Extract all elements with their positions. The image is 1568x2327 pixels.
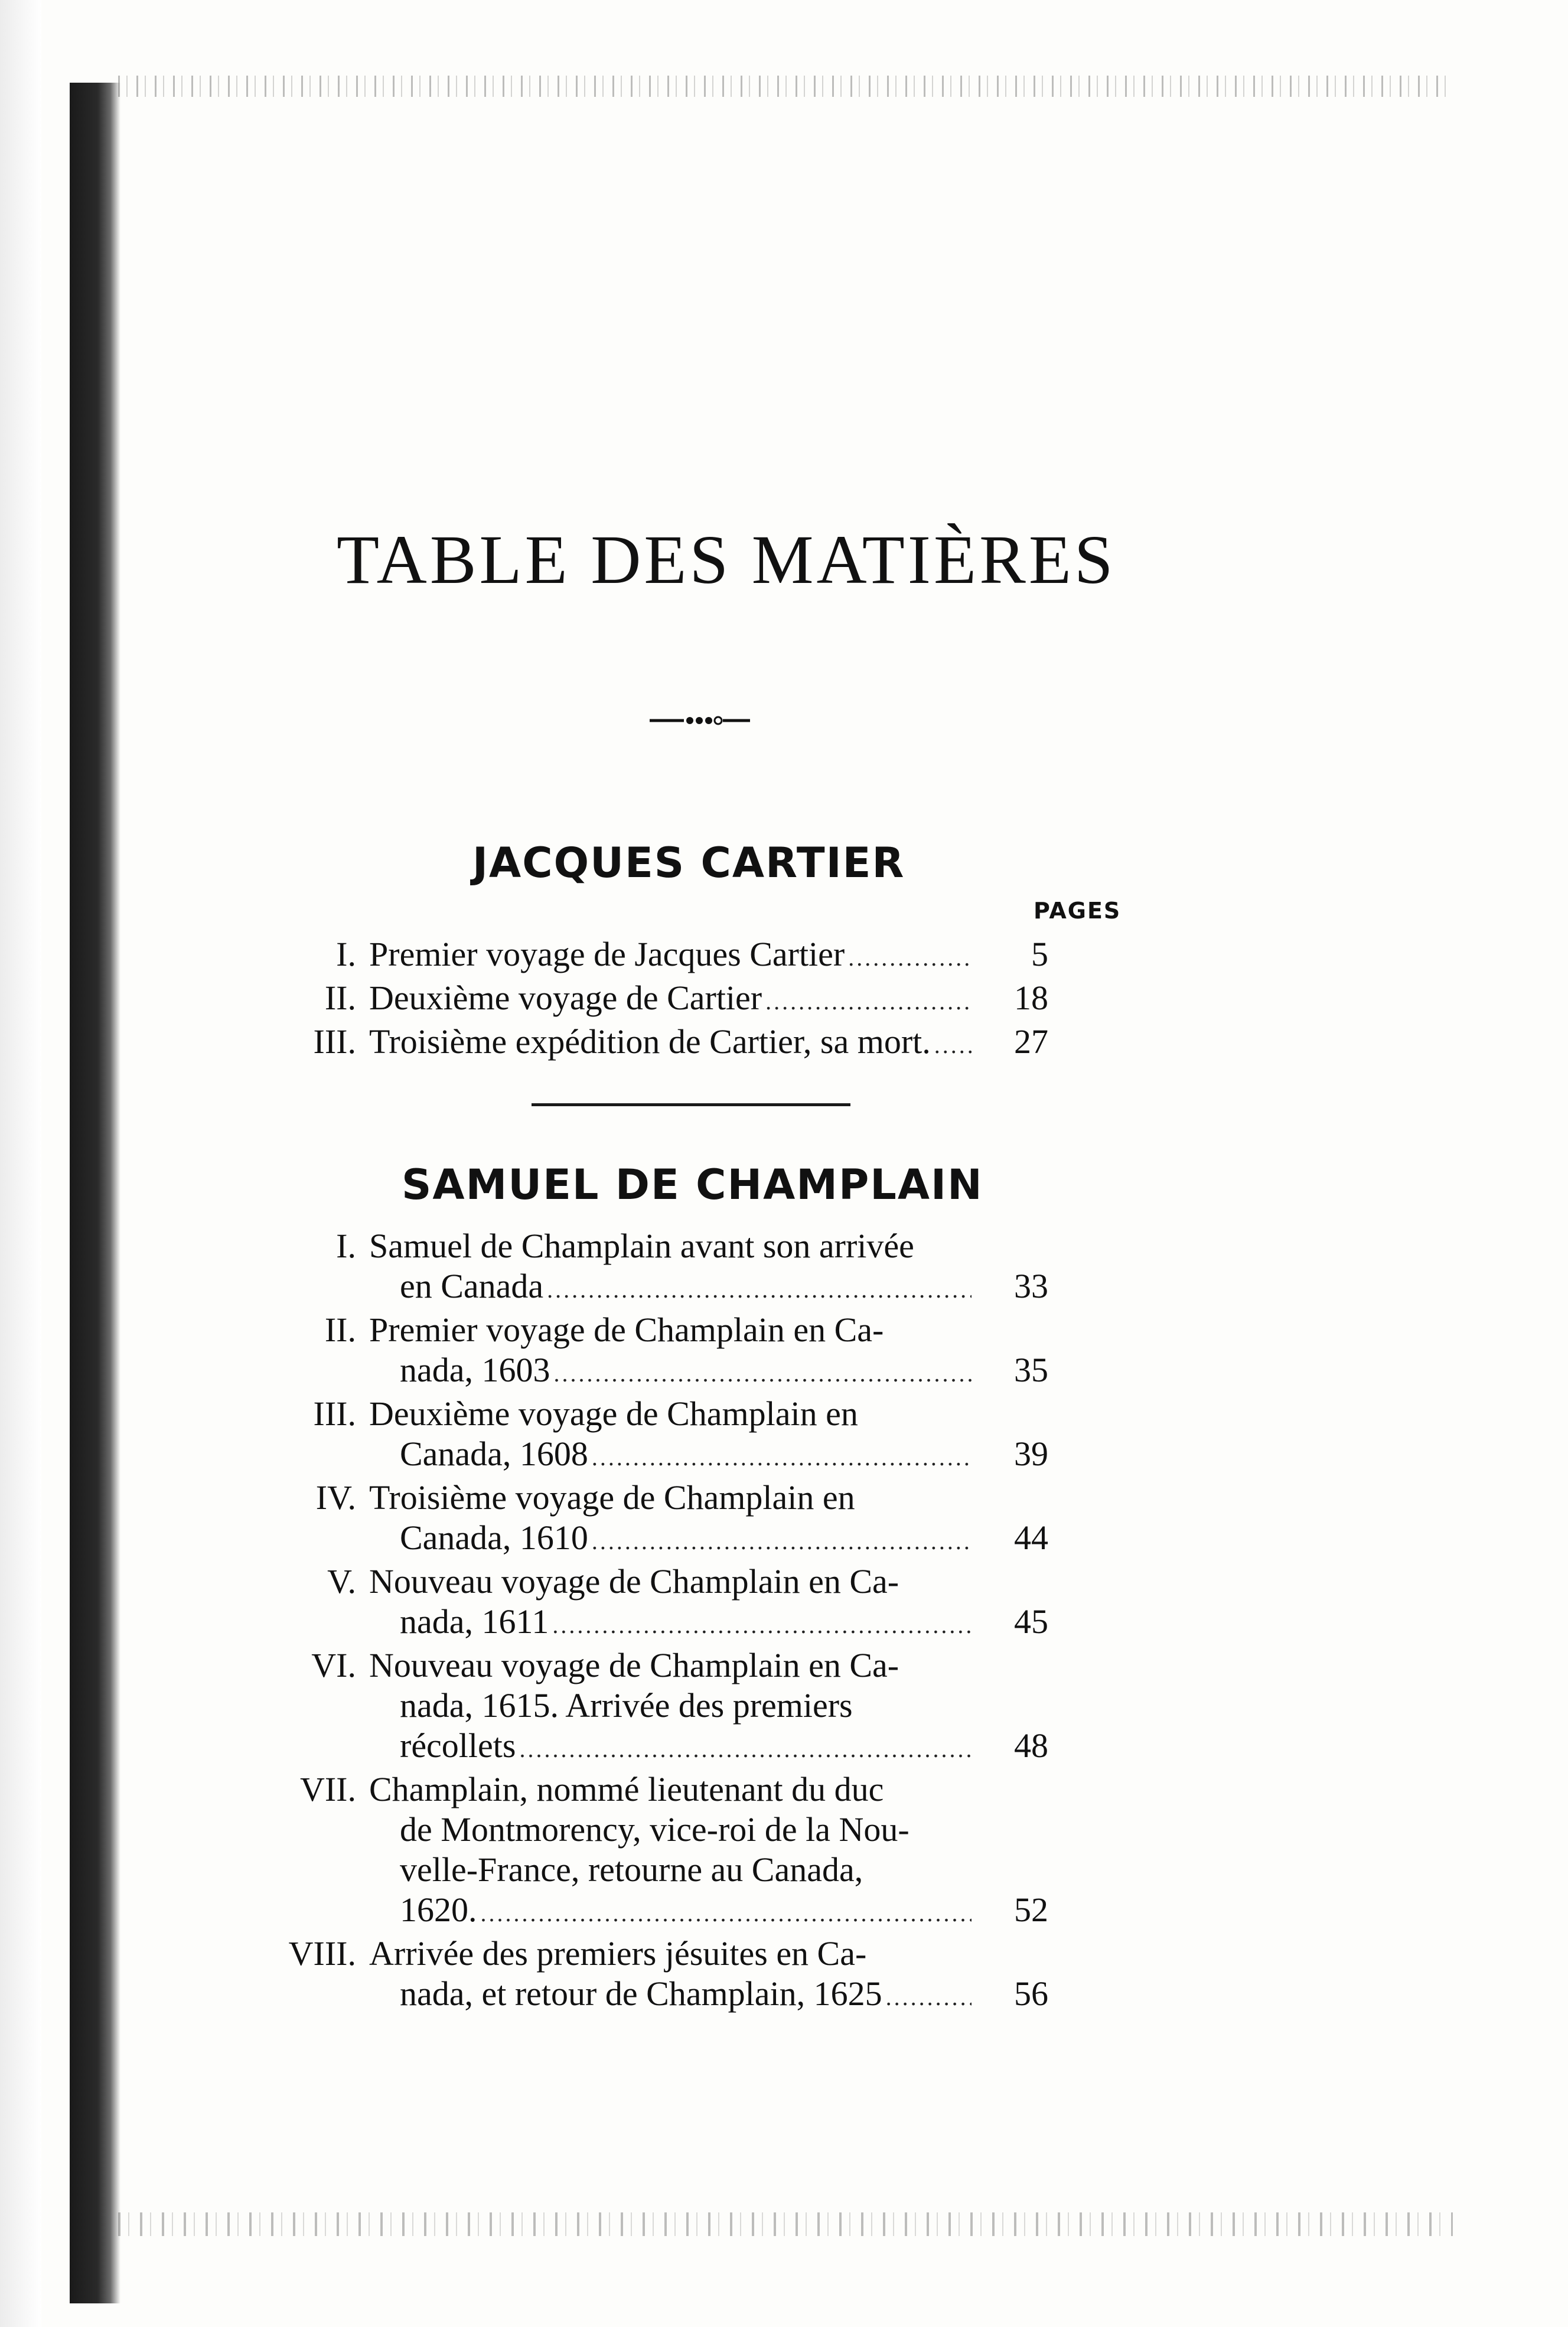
dot-leader — [519, 1729, 972, 1769]
page-title: TABLE DES MATIÈRES — [337, 521, 1116, 598]
toc-entry-title: Canada, 1610 — [400, 1518, 588, 1557]
toc-entry-number: VIII. — [288, 1934, 356, 1973]
toc-entry-line — [369, 1518, 1048, 1562]
ornament-bead — [686, 717, 693, 724]
toc-entry-page-number: 33 — [1014, 1267, 1048, 1305]
toc-entry-line — [369, 1934, 1048, 1974]
toc-entry-line — [369, 1602, 1048, 1645]
toc-entry — [260, 1562, 1134, 1645]
toc-entry-page-number: 18 — [1014, 979, 1048, 1017]
toc-entry-number: I. — [336, 1227, 356, 1265]
toc-entry-body — [369, 1022, 1048, 1065]
toc-entry-body — [369, 934, 1048, 978]
toc-entry-title: Deuxième voyage de Champlain en — [369, 1394, 858, 1433]
toc-entry-line — [369, 934, 1048, 978]
toc-entry-page-number: 39 — [1014, 1435, 1048, 1473]
toc-entry-number: VII. — [299, 1770, 356, 1808]
toc-entry — [260, 1645, 1134, 1769]
toc-entry-line — [369, 1686, 1048, 1726]
toc-entry-title: Troisième expédition de Cartier, sa mort. — [369, 1022, 931, 1061]
toc-entry-number: II. — [324, 1311, 356, 1349]
dot-leader — [554, 1354, 972, 1394]
dot-leader — [547, 1270, 972, 1310]
dot-leader — [765, 982, 972, 1022]
toc-entry-title: Samuel de Champlain avant son arrivée — [369, 1227, 914, 1265]
toc-entry-line — [369, 978, 1048, 1022]
toc-entry-line — [369, 1726, 1048, 1769]
toc-entry — [260, 1769, 1134, 1934]
toc-entry-title: nada, et retour de Champlain, 1625 — [400, 1974, 882, 2013]
toc-entry-title: en Canada — [400, 1267, 544, 1305]
toc-entry-number: VI. — [311, 1646, 356, 1684]
toc-entry-page-number: 27 — [1014, 1022, 1048, 1061]
ornament-bead — [696, 717, 703, 724]
toc-entry-title: nada, 1611 — [400, 1602, 549, 1641]
toc-entry-line — [369, 1769, 1048, 1810]
scan-margin — [0, 0, 41, 2327]
toc-entry-title: Canada, 1608 — [400, 1435, 588, 1473]
toc-entry-number: I. — [336, 935, 356, 973]
toc-entry-title: Premier voyage de Jacques Cartier — [369, 935, 845, 973]
toc-entry-body — [369, 1394, 1048, 1478]
toc-entry-body — [369, 1934, 1048, 2018]
toc-entry — [260, 934, 1134, 978]
toc-entry-page-number: 44 — [1014, 1518, 1048, 1557]
toc-entry-line — [369, 1850, 1048, 1890]
toc-entry-title: Deuxième voyage de Cartier — [369, 979, 762, 1017]
toc-entry-title: Premier voyage de Champlain en Ca- — [369, 1311, 884, 1349]
ornament-ring — [715, 717, 722, 724]
toc-entry-title: 1620. — [400, 1891, 477, 1929]
toc-entry-line — [369, 1350, 1048, 1394]
toc-entry-title: nada, 1615. Arrivée des premiers — [400, 1686, 853, 1725]
toc-entry-title: Champlain, nommé lieutenant du duc — [369, 1770, 884, 1808]
toc-entry-number: III. — [313, 1394, 356, 1433]
toc-entry-number: IV. — [315, 1478, 356, 1517]
top-page-edge — [118, 76, 1453, 97]
toc-entry-line — [369, 1022, 1048, 1065]
toc-entry-body — [369, 1478, 1048, 1562]
dot-leader — [886, 1977, 972, 2018]
toc-entry-title: Arrivée des premiers jésuites en Ca- — [369, 1934, 867, 1973]
toc-entry-number: III. — [313, 1022, 356, 1061]
toc-entry-body — [369, 1562, 1048, 1645]
toc-entry-line — [369, 1645, 1048, 1686]
toc-entry-line — [369, 1310, 1048, 1350]
toc-entry-line — [369, 1562, 1048, 1602]
toc-entry-line — [369, 1974, 1048, 2018]
toc-entry-body — [369, 1226, 1048, 1310]
toc-entry-title: nada, 1603 — [400, 1351, 550, 1389]
bottom-page-edge — [118, 2212, 1453, 2236]
toc-entry-page-number: 45 — [1014, 1602, 1048, 1641]
book-binding-edge — [70, 83, 120, 2303]
toc-entry — [260, 1022, 1134, 1065]
pages-column-label: PAGES — [1034, 898, 1122, 924]
toc-entry-page-number: 35 — [1014, 1351, 1048, 1389]
toc-entry-number: II. — [324, 979, 356, 1017]
toc-list-champlain — [260, 1226, 1134, 2018]
toc-entry-body — [369, 978, 1048, 1022]
toc-entry — [260, 1934, 1134, 2018]
section-heading-champlain: SAMUEL DE CHAMPLAIN — [402, 1161, 983, 1209]
toc-entry-title: Nouveau voyage de Champlain en Ca- — [369, 1562, 899, 1601]
toc-entry-body — [369, 1645, 1048, 1769]
toc-entry-line — [369, 1478, 1048, 1518]
toc-entry-line — [369, 1266, 1048, 1310]
toc-entry-line — [369, 1810, 1048, 1850]
dot-leader — [552, 1605, 972, 1645]
toc-entry — [260, 1394, 1134, 1478]
dot-leader — [592, 1521, 972, 1562]
dot-leader — [592, 1438, 972, 1478]
toc-entry-line — [369, 1226, 1048, 1266]
toc-entry-line — [369, 1394, 1048, 1434]
toc-entry-page-number: 48 — [1014, 1726, 1048, 1765]
toc-entry — [260, 1478, 1134, 1562]
toc-entry-page-number: 56 — [1014, 1974, 1048, 2013]
ornament-bead — [705, 717, 712, 724]
toc-entry-title: Troisième voyage de Champlain en — [369, 1478, 855, 1517]
section-divider-rule — [532, 1103, 850, 1106]
toc-entry-body — [369, 1310, 1048, 1394]
toc-entry-title: récollets — [400, 1726, 516, 1765]
toc-entry — [260, 978, 1134, 1022]
toc-entry-number: V. — [327, 1562, 356, 1601]
toc-entry-page-number: 52 — [1014, 1891, 1048, 1929]
toc-entry — [260, 1310, 1134, 1394]
toc-entry-body — [369, 1769, 1048, 1934]
toc-entry-title: de Montmorency, vice-roi de la Nou- — [400, 1810, 909, 1849]
dot-leader — [848, 938, 972, 978]
toc-entry-line — [369, 1890, 1048, 1934]
toc-entry-title: velle-France, retourne au Canada, — [400, 1850, 863, 1889]
toc-entry-title: Nouveau voyage de Champlain en Ca- — [369, 1646, 899, 1684]
toc-entry — [260, 1226, 1134, 1310]
section-heading-cartier: JACQUES CARTIER — [472, 839, 905, 887]
dot-leader — [481, 1893, 972, 1934]
dot-leader — [934, 1025, 972, 1065]
toc-entry-line — [369, 1434, 1048, 1478]
toc-list-cartier — [260, 934, 1134, 1065]
ornament-divider — [650, 715, 750, 726]
toc-entry-page-number: 5 — [1031, 935, 1048, 973]
